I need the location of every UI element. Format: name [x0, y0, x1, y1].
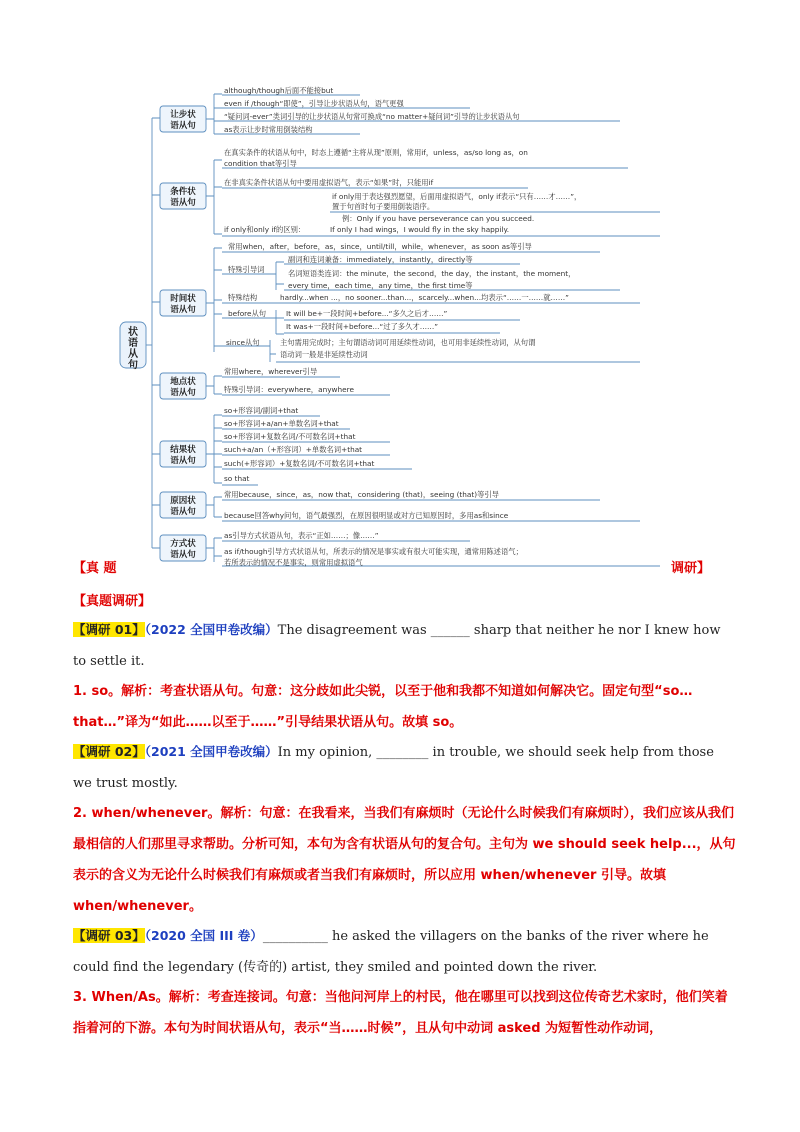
answer-1: 1. so。解析：考查状语从句。句意：这分歧如此尖锐，以至于他和我都不知道如何解决它。固定句型“so…that…”译为“如此……以至于……”引导结果状语从句。故填 so。 — [73, 684, 693, 730]
mind-map-leaf: since从句 — [226, 338, 260, 347]
mind-map-leaf: so+形容词+a/an+单数名词+that — [224, 419, 339, 428]
mind-map-leaf: 在真实条件的状语从句中，时态上遵循“主将从现”原则，常用if，unless，as/so long as，on — [224, 148, 528, 157]
question-source: （2020 全国 III 卷） — [144, 928, 263, 943]
section-title: 【真题调研】 — [73, 594, 152, 609]
mind-map-branch-label: 语从句 — [170, 305, 196, 315]
mind-map-branch-label: 结果状 — [170, 445, 196, 455]
mind-map-leaf: as表示让步时常用倒装结构 — [224, 125, 313, 134]
question-text: __________ he asked the villagers on the banks of the river where he could find the legendary (传奇的) artist, they smiled and pointed down the river. — [73, 929, 709, 975]
mind-map-leaf: as if/though引导方式状语从句，所表示的情况是事实或有很大可能实现，通常用陈述语气； — [224, 547, 523, 556]
mind-map-leaf: 在非真实条件状语从句中要用虚拟语气，表示“如果”时，只能用if — [224, 178, 434, 187]
mind-map-branch-label: 语从句 — [170, 388, 196, 398]
mind-map-leaf: such+a/an（+形容词）+单数名词+that — [224, 445, 363, 454]
question-tag: 【调研 01】 — [73, 622, 145, 637]
mind-map-leaf: so+形容词+复数名词/不可数名词+that — [224, 432, 356, 441]
question-source: （2021 全国甲卷改编） — [144, 744, 278, 759]
mind-map-leaf: even if /though“即使”，引导让步状语从句，语气更强 — [224, 99, 404, 108]
mind-map-leaf: “疑问词-ever”类词引导的让步状语从句常可换成“no matter+疑问词”引导的让步状语从句 — [224, 112, 520, 121]
mind-map-leaf: so+形容词/副词+that — [224, 406, 299, 415]
mind-map-leaf: so that — [224, 474, 250, 483]
mind-map-leaf: 特殊引导词：everywhere，anywhere — [224, 385, 354, 394]
mind-map-branch-label: 语从句 — [170, 550, 196, 560]
mind-map-leaf: 名词短语类连词：the minute，the second，the day，the instant，the moment， — [288, 269, 576, 278]
mind-map-leaf: if only和only if的区别： — [224, 225, 306, 234]
mind-map-leaf: If only I had wings，I would fly in the sky happily. — [330, 225, 510, 234]
question-3 — [73, 920, 733, 983]
mind-map-root: 状语从句 — [128, 327, 138, 371]
mind-map-branch-label: 让步状 — [170, 110, 196, 120]
question-tag: 【调研 02】 — [73, 744, 145, 759]
header-right-bracket: 调研】 — [671, 561, 711, 576]
mind-map-leaf: 副词和连词兼备：immediately，instantly，directly等 — [288, 255, 473, 264]
mind-map-branch-label: 地点状 — [170, 377, 196, 387]
mind-map-branch-label: 语从句 — [170, 121, 196, 131]
mind-map-leaf: 例：Only if you have perseverance can you succeed. — [342, 214, 535, 223]
mind-map-leaf: if only用于表达强烈愿望，后面用虚拟语气，only if表示“只有……才……”， — [332, 192, 582, 201]
answer-2: 2. when/whenever。解析：句意：在我看来，当我们有麻烦时（无论什么时候我们有麻烦时），我们应该从我们最相信的人们那里寻求帮助。分析可知，本句为含有状语从句的复合句。主句为 we should seek help...，从句表示的含义为无论什么时候我们有麻烦或者当我们有麻烦时，所以应用 when/whenever 引导。故填 when/whenever。 — [73, 806, 736, 914]
mind-map-leaf: 常用where，wherever引导 — [224, 367, 318, 376]
mind-map-branch-label: 时间状 — [170, 294, 196, 304]
question-tag: 【调研 03】 — [73, 928, 145, 943]
mind-map-leaf: such(+形容词）+复数名词/不可数名词+that — [224, 459, 375, 468]
mind-map-branch-label: 语从句 — [170, 507, 196, 517]
mind-map-leaf: It was+一段时间+before...“过了多久才……” — [286, 322, 439, 331]
mind-map-leaf: hardly...when ...，no sooner...than...，scarcely...when...均表示“……一……就……” — [280, 293, 569, 302]
mind-map-leaf: 常用when，after，before，as，since，until/till，while，whenever，as soon as等引导 — [228, 242, 532, 251]
mind-map-leaf: as引导方式状语从句，表示“正如……；像……” — [224, 531, 379, 540]
mind-map-leaf: 特殊引导词 — [228, 265, 265, 274]
mind-map-leaf: because回答why问句，语气最强烈，在原因很明显或对方已知原因时，多用as和since — [224, 511, 509, 520]
question-source: （2022 全国甲卷改编） — [144, 622, 278, 637]
question-2 — [73, 736, 733, 799]
mind-map-leaf: 置于句首时句子要用倒装语序。 — [332, 202, 435, 211]
mind-map-leaf: before从句 — [228, 309, 267, 318]
mind-map-branch-label: 语从句 — [170, 456, 196, 466]
mind-map-branch-label: 语从句 — [170, 198, 196, 208]
mind-map-branch-label: 方式状 — [170, 539, 196, 549]
mind-map-branch-label: 条件状 — [170, 187, 196, 197]
question-1 — [73, 614, 733, 677]
mind-map-leaf: 语动词一般是非延续性动词 — [280, 350, 368, 359]
question-text: The disagreement was ______ sharp that neither he nor I knew how to settle it. — [73, 623, 721, 669]
question-text: In my opinion, ________ in trouble, we should seek help from those we trust mostly. — [73, 745, 714, 791]
header-left-bracket: 【真 题 — [73, 561, 117, 576]
answer-3: 3. When/As。解析：考查连接词。句意：当他问河岸上的村民，他在哪里可以找到这位传奇艺术家时，他们笑着指着河的下游。本句为时间状语从句，表示“当……时候”，且从句中动词 asked 为短暂性动作动词， — [73, 990, 728, 1036]
mind-map-leaf: 常用because，since，as，now that，considering (that)，seeing (that)等引导 — [224, 490, 499, 499]
mind-map-leaf: every time，each time，any time，the first time等 — [288, 281, 473, 290]
mind-map-leaf: although/though后面不能接but — [224, 86, 334, 95]
mind-map-leaf: condition that等引导 — [224, 159, 297, 168]
mind-map-leaf: 特殊结构 — [228, 293, 258, 302]
mind-map-leaf: It will be+一段时间+before...“多久之后才……” — [286, 309, 448, 318]
mind-map-leaf: 主句需用完成时；主句谓语动词可用延续性动词，也可用非延续性动词，从句谓 — [280, 338, 536, 347]
mind-map-leaf: 若所表示的情况不是事实，则常用虚拟语气 — [224, 558, 363, 567]
mind-map-branch-label: 原因状 — [170, 496, 196, 506]
